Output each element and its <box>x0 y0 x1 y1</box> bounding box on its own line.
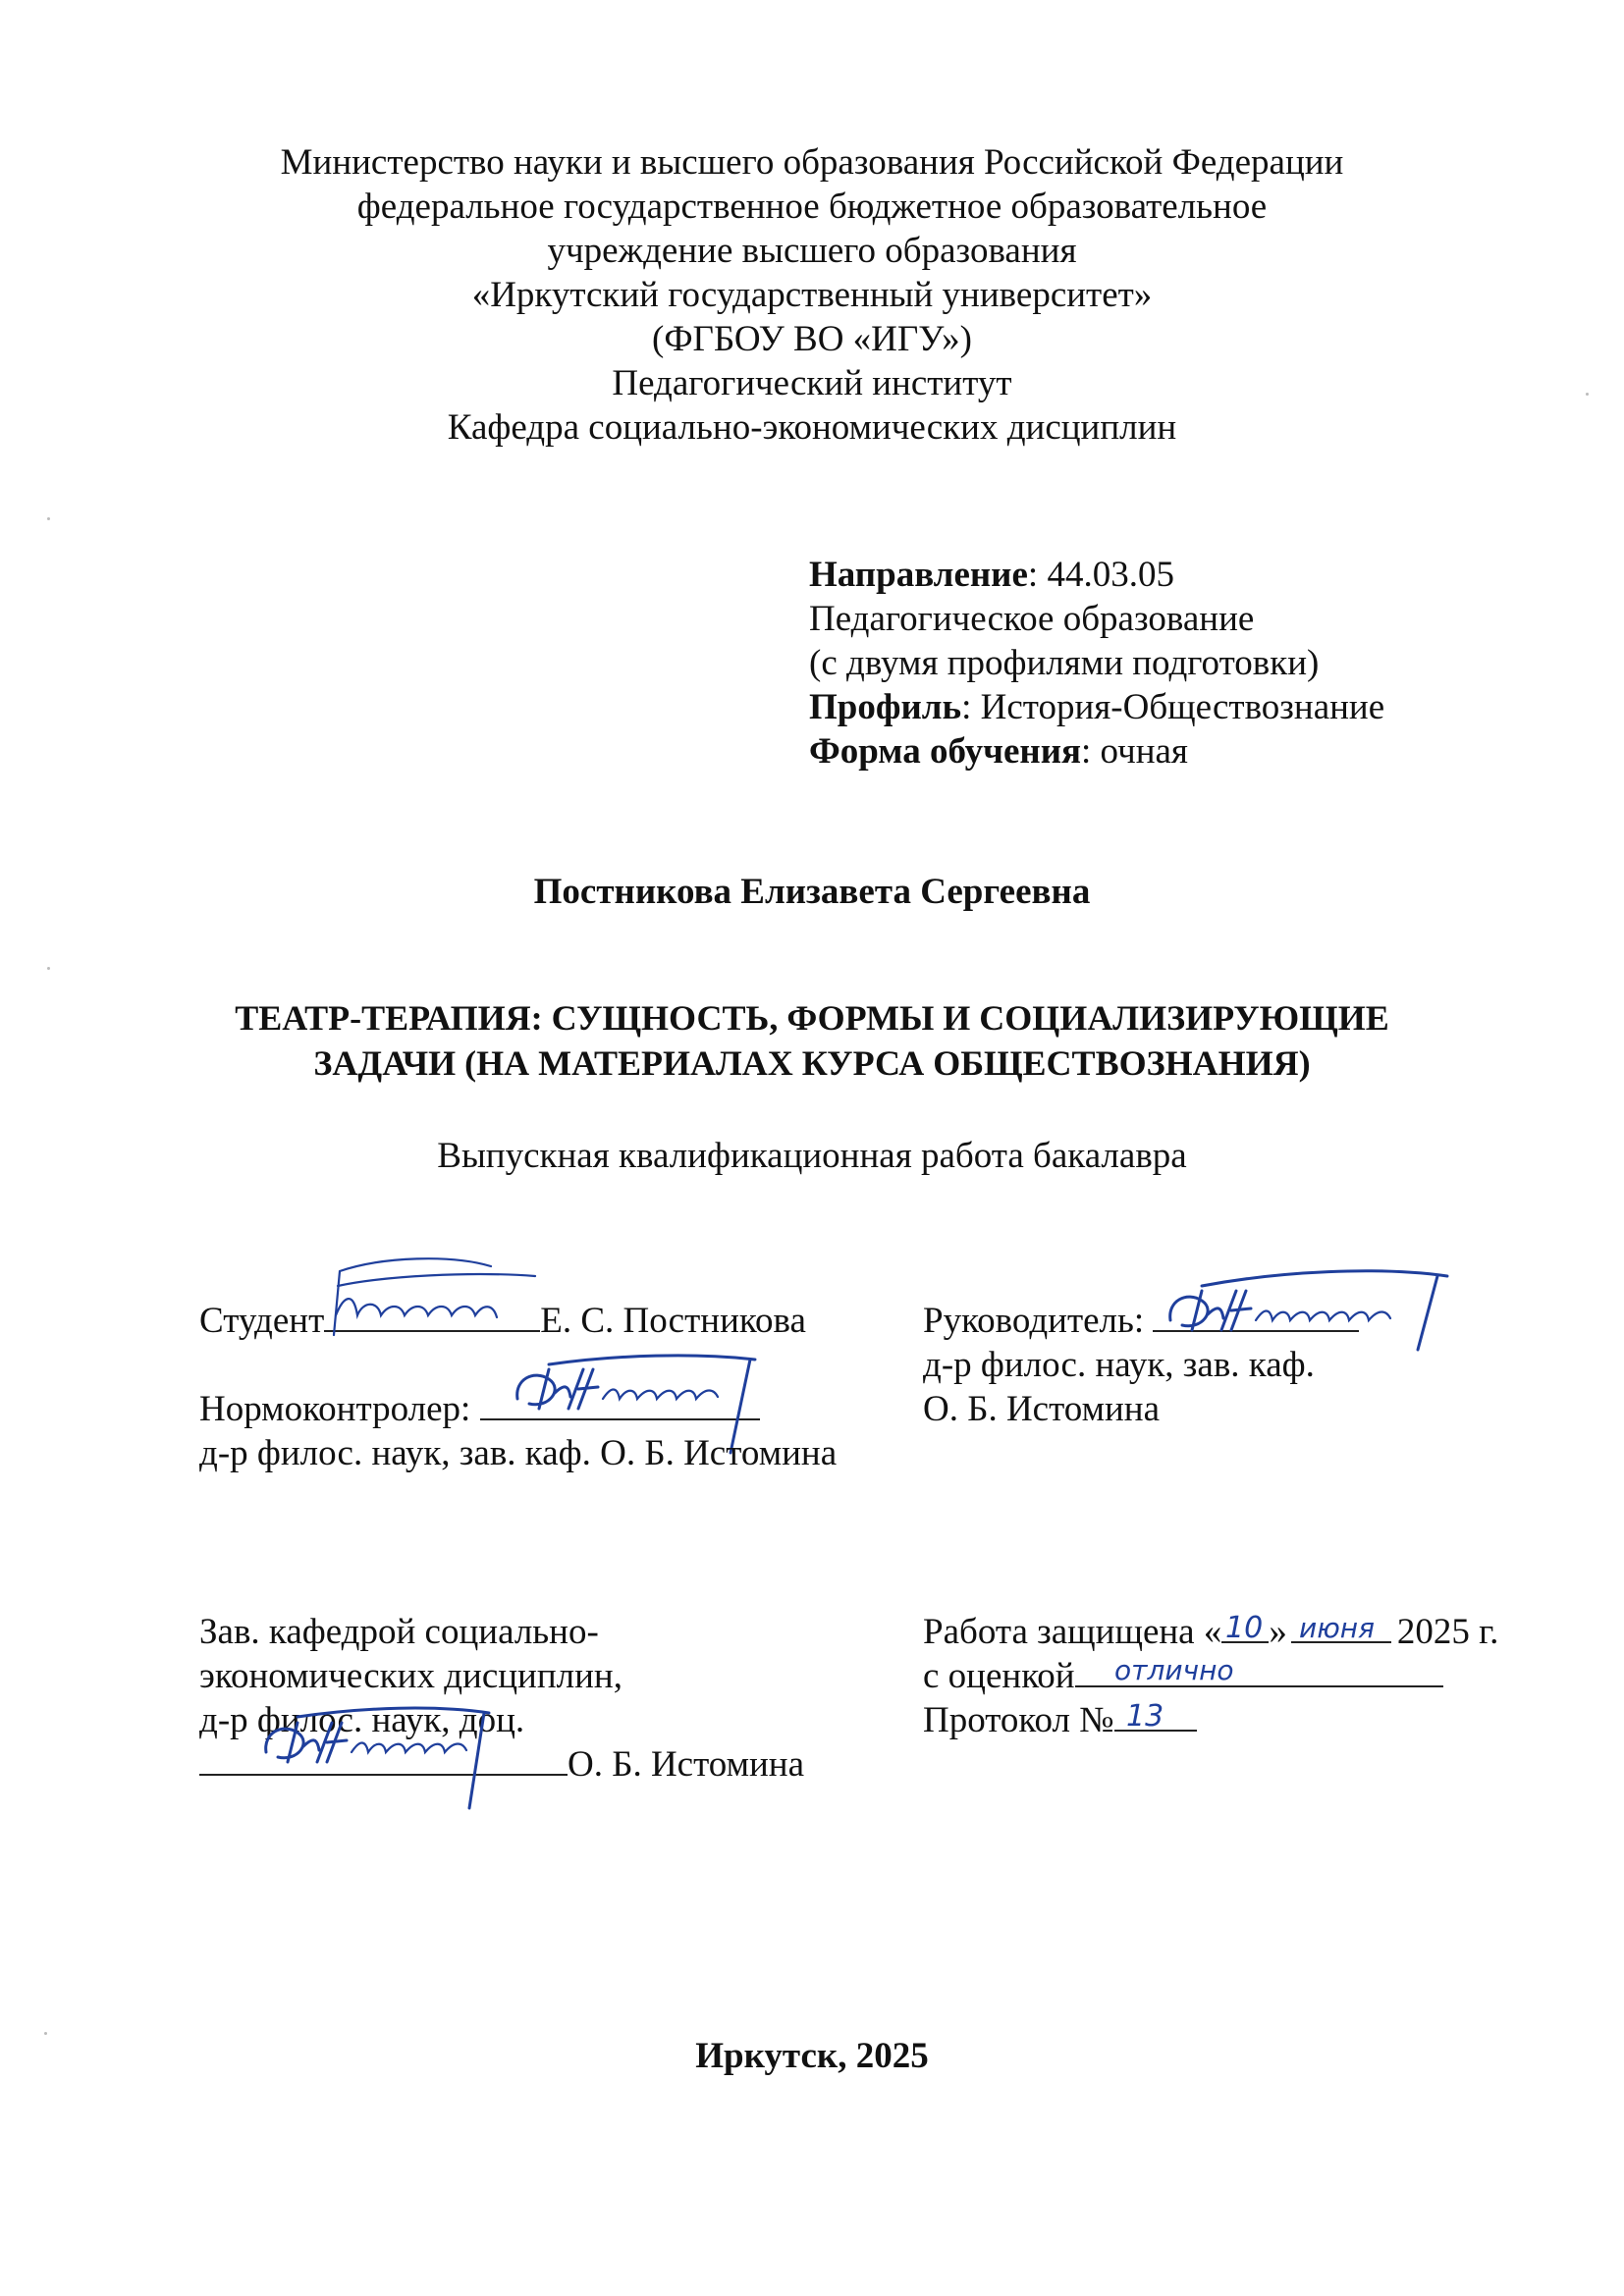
form-value: : очная <box>1081 731 1188 772</box>
supervisor-signature-row <box>923 1299 1359 1343</box>
head-title-2: экономических дисциплин, <box>199 1656 623 1696</box>
student-signature-row <box>199 1299 806 1343</box>
profile-row <box>809 685 1384 729</box>
defense-day-line <box>1221 1612 1269 1643</box>
header-line: федеральное государственное бюджетное образовательное <box>356 187 1268 227</box>
protocol-value: 13 <box>1125 1699 1164 1734</box>
institution-header <box>0 140 1624 450</box>
defense-month-line <box>1291 1612 1391 1643</box>
scan-speck <box>47 967 50 970</box>
head-signature <box>258 1695 553 1833</box>
student-signed-name: Е. С. Постникова <box>540 1301 806 1341</box>
title-line-1: ТЕАТР-ТЕРАПИЯ: СУЩНОСТЬ, ФОРМЫ И СОЦИАЛИЗИРУЮЩИЕ <box>235 998 1389 1038</box>
direction-name-2: (с двумя профилями подготовки) <box>809 643 1320 683</box>
scan-speck <box>47 517 50 520</box>
grade-label: с оценкой <box>923 1656 1075 1696</box>
defense-day: 10 <box>1225 1611 1264 1645</box>
form-row <box>809 729 1384 774</box>
form-label: Форма обучения <box>809 731 1082 772</box>
profile-value: : История-Обществознание <box>961 687 1385 727</box>
defense-prefix: Работа защищена « <box>923 1612 1222 1652</box>
grade-value: отлично <box>1113 1654 1234 1686</box>
direction-row <box>809 553 1384 597</box>
supervisor-title: д-р филос. наук, зав. каф. <box>923 1345 1315 1385</box>
supervisor-signature-line <box>1153 1301 1359 1332</box>
protocol-label: Протокол № <box>923 1700 1114 1740</box>
direction-name-1: Педагогическое образование <box>809 599 1255 639</box>
student-name: Постникова Елизавета Сергеевна <box>533 872 1091 912</box>
protocol-line <box>1114 1700 1197 1732</box>
header-line: учреждение высшего образования <box>547 231 1077 271</box>
supervisor-label: Руководитель: <box>923 1301 1145 1341</box>
thesis-title <box>0 996 1624 1086</box>
head-name: О. Б. Истомина <box>568 1744 805 1785</box>
header-line: (ФГБОУ ВО «ИГУ») <box>652 319 972 359</box>
title-line-2: ЗАДАЧИ (НА МАТЕРИАЛАХ КУРСА ОБЩЕСТВОЗНАНИЯ) <box>313 1042 1311 1083</box>
normcontrol-name: д-р филос. наук, зав. каф. О. Б. Истомина <box>199 1433 838 1473</box>
work-type: Выпускная квалификационная работа бакалавра <box>437 1136 1187 1176</box>
supervisor-name: О. Б. Истомина <box>923 1389 1161 1429</box>
city-year: Иркутск, 2025 <box>695 2036 929 2076</box>
program-info <box>809 553 1384 774</box>
normcontrol-label: Нормоконтролер: <box>199 1389 471 1429</box>
head-signature-line <box>199 1744 568 1776</box>
grade-line <box>1075 1656 1443 1687</box>
head-title-1: Зав. кафедрой социально- <box>199 1612 599 1652</box>
direction-label: Направление <box>809 555 1028 595</box>
header-line: Педагогический институт <box>612 363 1012 403</box>
header-line: Министерство науки и высшего образования Российской Федерации <box>280 142 1344 183</box>
protocol-row <box>923 1698 1197 1742</box>
header-line: «Иркутский государственный университет» <box>471 275 1153 315</box>
defense-suffix: 2025 г. <box>1396 1612 1499 1652</box>
normcontrol-signature-line <box>480 1389 760 1420</box>
direction-code: : 44.03.05 <box>1027 555 1174 595</box>
student-signature-line <box>324 1301 540 1332</box>
student-signature <box>324 1247 560 1345</box>
header-line: Кафедра социально-экономических дисциплин <box>447 407 1177 448</box>
profile-label: Профиль <box>809 687 962 727</box>
defense-month: июня <box>1298 1612 1375 1644</box>
defense-mid: » <box>1269 1612 1287 1652</box>
normcontrol-signature-row <box>199 1387 760 1431</box>
head-title-3: д-р филос. наук, доц. <box>199 1700 525 1740</box>
scan-speck <box>1586 393 1589 396</box>
head-signature-row <box>199 1742 804 1787</box>
scan-speck <box>44 2032 47 2035</box>
student-label: Студент <box>199 1301 325 1341</box>
